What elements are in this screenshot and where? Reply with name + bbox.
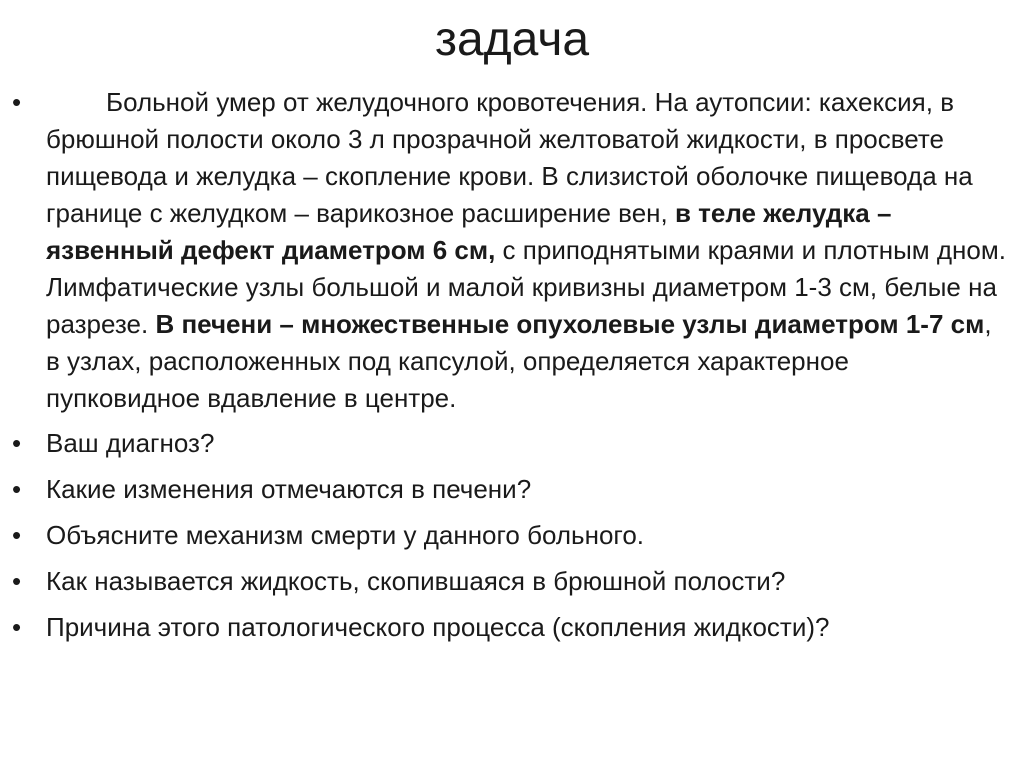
bullet-list: [10, 84, 1010, 655]
question-item: [10, 609, 1010, 646]
bullet-icon: •: [12, 474, 22, 504]
question-item: [10, 517, 1010, 554]
bullet-icon: •: [12, 612, 22, 642]
question-text: Как называется жидкость, скопившаяся в брюшной полости?: [46, 566, 786, 596]
case-text-part-2: с приподнятыми краями и плотным дном. Лимфатические узлы большой и малой кривизны диаметром 1-3 см, белые на разрезе.: [46, 235, 1006, 339]
question-item: [10, 563, 1010, 600]
bullet-icon: •: [12, 87, 22, 117]
question-text: Причина этого патологического процесса (скопления жидкости)?: [46, 612, 830, 642]
bullet-icon: •: [12, 566, 22, 596]
case-text-part-3: , в узлах, расположенных под капсулой, определяется характерное пупковидное вдавление в центре.: [46, 309, 992, 413]
bullet-icon: •: [12, 428, 22, 458]
question-text: Какие изменения отмечаются в печени?: [46, 474, 532, 504]
question-text: Ваш диагноз?: [46, 428, 215, 458]
case-bold-part-2: В печени – множественные опухолевые узлы диаметром 1-7 см: [155, 309, 985, 339]
case-description: [10, 84, 1010, 417]
bullet-icon: •: [12, 520, 22, 550]
question-item: [10, 425, 1010, 462]
case-bold-part-1: в теле желудка – язвенный дефект диаметром 6 см,: [46, 198, 892, 265]
slide-title: задача: [434, 13, 590, 66]
question-text: Объясните механизм смерти у данного больного.: [46, 520, 645, 550]
question-item: [10, 471, 1010, 508]
case-text-part-1: Больной умер от желудочного кровотечения. На аутопсии: кахексия, в брюшной полости около 3 л прозрачной желтоватой жидкости, в просвете пищевода и желудка – скопление крови. В слизистой оболочке пищевода на границе с желудком – варикозное расширение вен,: [46, 87, 973, 228]
